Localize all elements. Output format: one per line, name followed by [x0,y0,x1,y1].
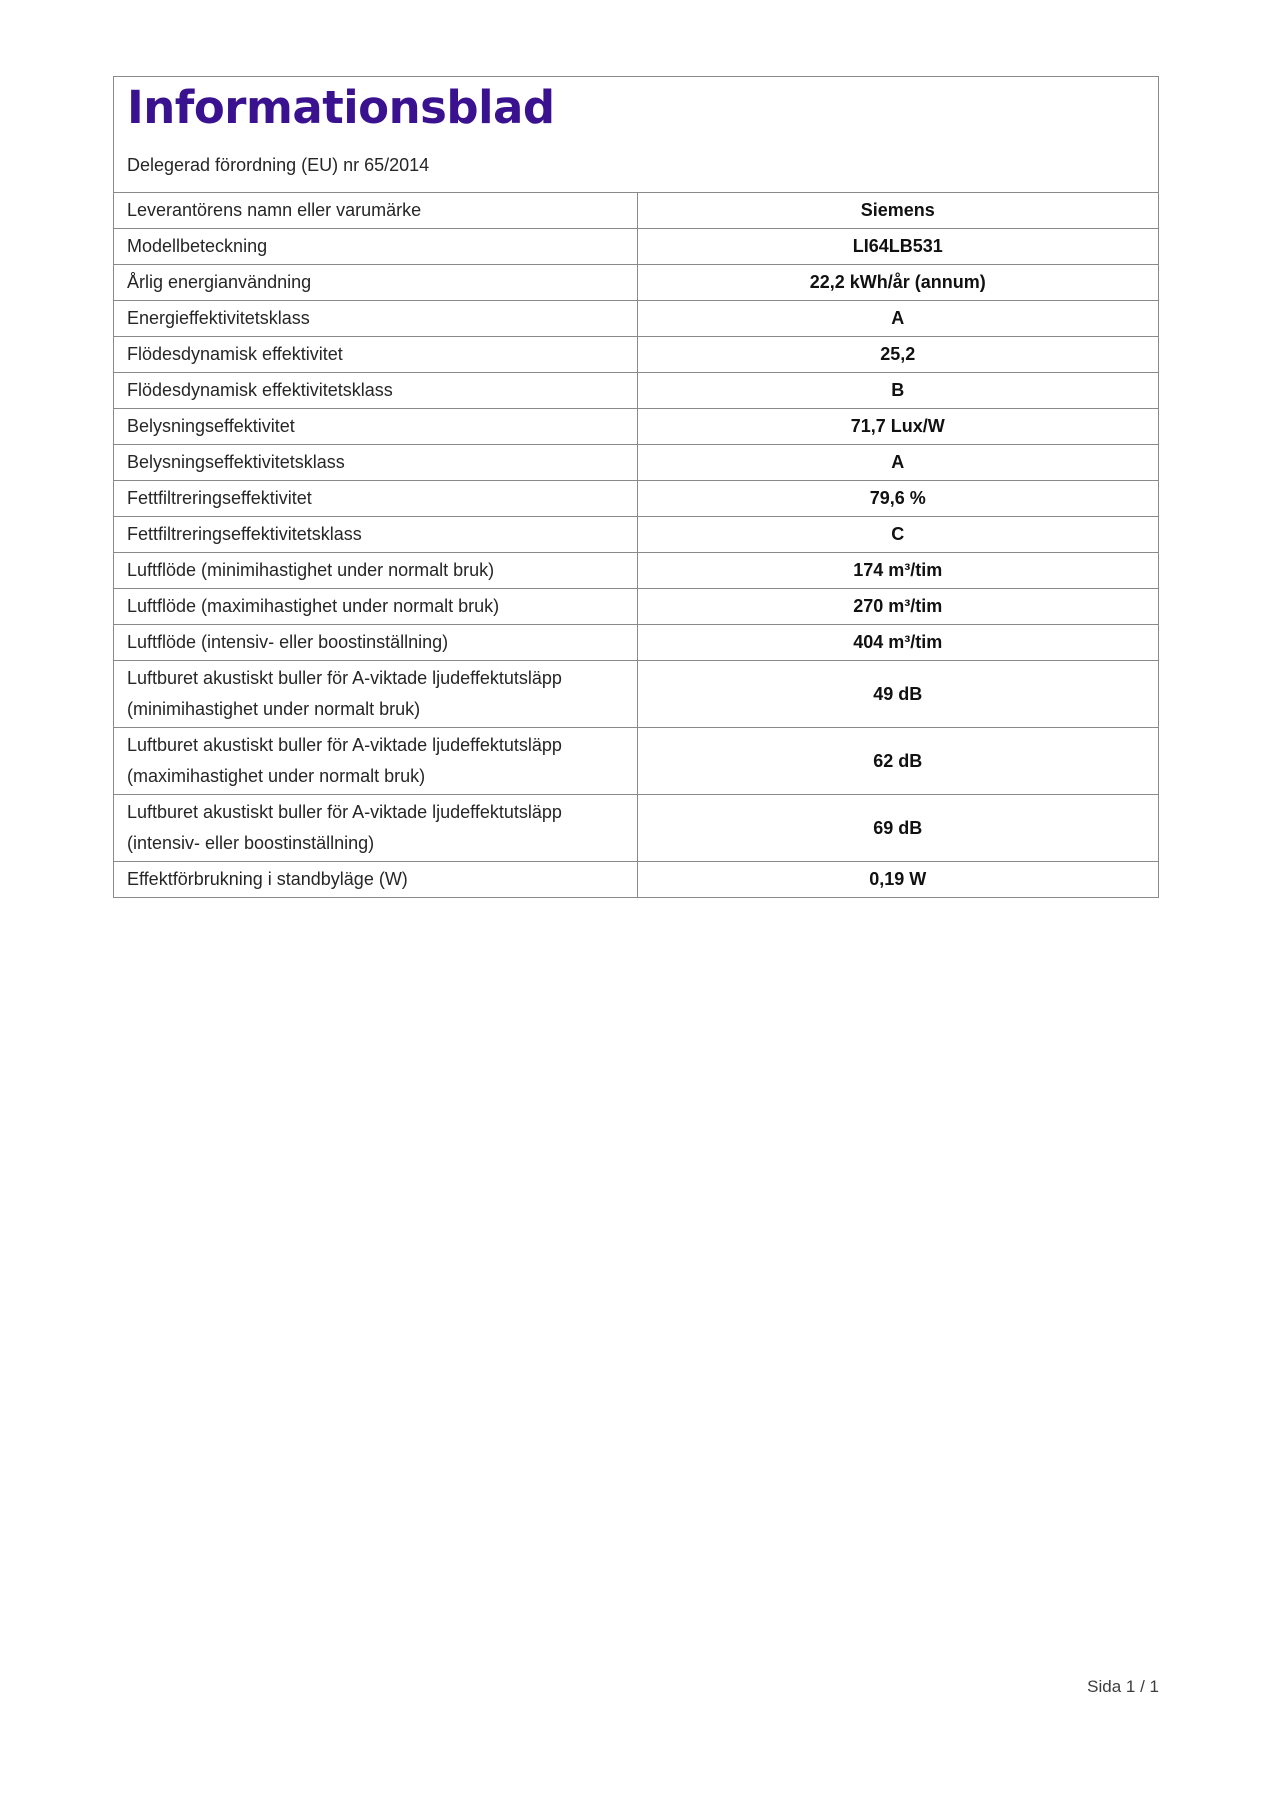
row-label [114,862,637,898]
row-label-text: Luftflöde (maximihastighet under normalt bruk) [127,596,500,616]
row-value: 71,7 Lux/W [637,409,1158,445]
table-row [114,625,1158,661]
row-value: 0,19 W [637,862,1158,898]
row-value: 404 m³/tim [637,625,1158,661]
row-label-text: Flödesdynamisk effektivitetsklass [127,380,393,400]
row-label-text: Belysningseffektivitet [127,416,295,436]
table-row [114,229,1158,265]
row-value: 62 dB [637,728,1158,795]
row-label-text: Flödesdynamisk effektivitet [127,344,343,364]
table-row [114,728,1158,795]
row-label-text: Modellbeteckning [127,236,268,256]
table-row [114,862,1158,898]
row-label [114,193,637,229]
document-title: Informationsblad [127,81,555,134]
row-label-text-line2: (intensiv- eller boostinställning) [127,833,375,853]
row-label [114,589,637,625]
row-label-text: Luftflöde (intensiv- eller boostinställning) [127,632,449,652]
table-row [114,301,1158,337]
row-value: 79,6 % [637,481,1158,517]
table-row [114,481,1158,517]
table-row [114,265,1158,301]
row-value: C [637,517,1158,553]
row-label [114,728,637,795]
row-label-text: Luftburet akustiskt buller för A-viktade ljudeffektutsläpp [127,735,562,755]
table-row [114,373,1158,409]
row-label-text: Belysningseffektivitetsklass [127,452,345,472]
row-label [114,337,637,373]
row-value: 174 m³/tim [637,553,1158,589]
row-label [114,481,637,517]
row-value: A [637,301,1158,337]
row-value: 25,2 [637,337,1158,373]
row-label-text: Fettfiltreringseffektivitet [127,488,312,508]
row-label-text: Årlig energianvändning [127,272,312,292]
table-row [114,517,1158,553]
specification-table [114,193,1158,897]
page-number: Sida 1 / 1 [1087,1677,1159,1696]
sheet-header [114,77,1158,193]
information-sheet [113,76,1159,898]
row-value: 22,2 kWh/år (annum) [637,265,1158,301]
row-value: 49 dB [637,661,1158,728]
row-label [114,373,637,409]
row-label-text: Energieffektivitetsklass [127,308,310,328]
row-label [114,795,637,862]
row-label [114,445,637,481]
row-label [114,517,637,553]
row-label [114,301,637,337]
row-label-text-line2: (minimihastighet under normalt bruk) [127,699,421,719]
row-label [114,553,637,589]
row-value: Siemens [860,200,935,220]
row-label [114,265,637,301]
row-label-text-line2: (maximihastighet under normalt bruk) [127,766,426,786]
specification-table-body [114,193,1158,897]
table-row [114,589,1158,625]
row-label-text: Effektförbrukning i standbyläge (W) [127,869,408,889]
row-label-text: Luftburet akustiskt buller för A-viktade ljudeffektutsläpp [127,668,562,688]
row-value: 69 dB [637,795,1158,862]
row-label-text: Luftburet akustiskt buller för A-viktade ljudeffektutsläpp [127,802,562,822]
table-row [114,553,1158,589]
row-value: A [637,445,1158,481]
row-value: LI64LB531 [637,229,1158,265]
table-row [114,193,1158,229]
table-row [114,661,1158,728]
row-label-text: Leverantörens namn eller varumärke [127,200,422,220]
row-value: B [637,373,1158,409]
row-label [114,409,637,445]
table-row [114,795,1158,862]
row-label [114,625,637,661]
row-label-text: Fettfiltreringseffektivitetsklass [127,524,362,544]
row-label-text: Luftflöde (minimihastighet under normalt bruk) [127,560,495,580]
table-row [114,445,1158,481]
table-row [114,409,1158,445]
row-value: 270 m³/tim [637,589,1158,625]
row-label [114,229,637,265]
row-label [114,661,637,728]
regulation-reference: Delegerad förordning (EU) nr 65/2014 [127,155,430,175]
table-row [114,337,1158,373]
